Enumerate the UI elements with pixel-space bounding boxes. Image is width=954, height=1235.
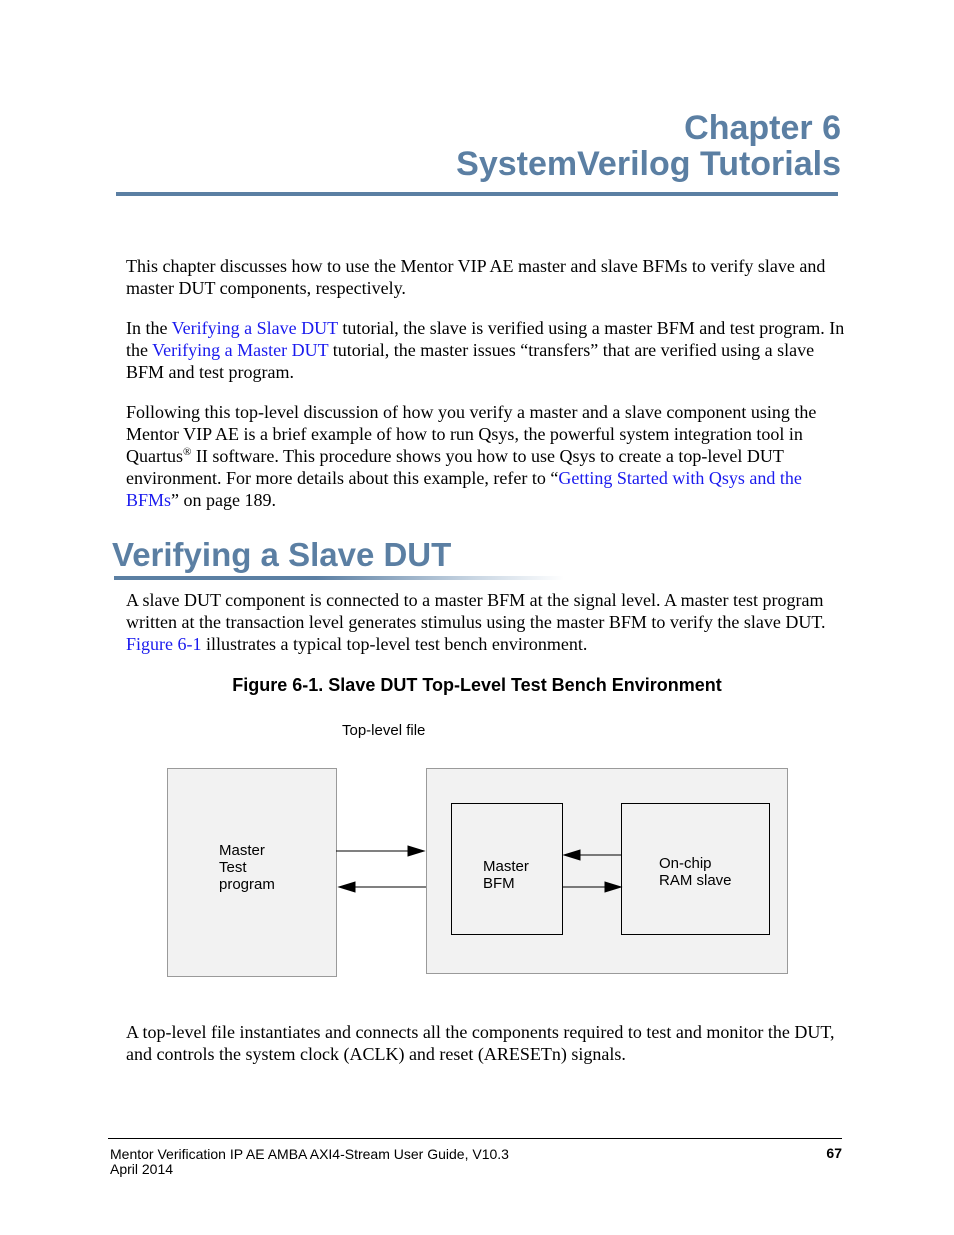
section-paragraph-2: A top-level file instantiates and connects all the components required to test and monitor the DUT, and controls the system clock (ACLK) and reset (ARESETn) signals. xyxy=(126,1022,835,1064)
getting-started-qsys-link[interactable]: Getting Started with Qsys and the BFMs xyxy=(126,468,802,510)
footer-date: April 2014 xyxy=(110,1161,174,1177)
intro-paragraph-1: This chapter discusses how to use the Mentor VIP AE master and slave BFMs to verify slave and master DUT components, respectively. xyxy=(126,256,826,298)
page-number: 67 xyxy=(826,1145,842,1161)
registered-mark: ® xyxy=(183,446,192,458)
label-line: On-chip xyxy=(659,855,712,872)
label-line: Master xyxy=(219,842,265,859)
footer-rule xyxy=(108,1138,842,1139)
text: ” on page 189. xyxy=(171,490,276,510)
text: illustrates a typical top-level test bench environment. xyxy=(201,634,588,654)
verifying-slave-dut-link[interactable]: Verifying a Slave DUT xyxy=(171,318,338,338)
figure-caption: Figure 6-1. Slave DUT Top-Level Test Bench Environment xyxy=(232,675,722,695)
arrow-right-head xyxy=(605,882,621,892)
label-line: BFM xyxy=(483,875,515,892)
text: tutorial, the slave is verified using a master BFM and test program. In the xyxy=(126,318,845,360)
text: Following this top-level discussion of how you verify a master and a slave component using the Mentor VIP AE is a brief example of how to run Qsys, the powerful system integration tool in Quartus xyxy=(126,402,817,466)
figure-6-1-link[interactable]: Figure 6-1 xyxy=(126,634,202,654)
arrow-right-head xyxy=(408,846,424,856)
label-line: Master xyxy=(483,858,529,875)
chapter-name: SystemVerilog Tutorials xyxy=(456,145,841,183)
text: A slave DUT component is connected to a master BFM at the signal level. A master test program written at the transaction level generates stimulus using the master BFM to verify the slave DUT. xyxy=(126,590,826,632)
text: In the xyxy=(126,318,172,338)
arrow-left-head xyxy=(339,882,355,892)
arrow-left-head xyxy=(564,850,580,860)
label-line: Test xyxy=(219,859,247,876)
section-heading: Verifying a Slave DUT xyxy=(112,536,452,573)
top-level-file-label: Top-level file xyxy=(342,722,426,739)
footer-title: Mentor Verification IP AE AMBA AXI4-Stream User Guide, V10.3 xyxy=(110,1146,509,1162)
label-line: RAM slave xyxy=(659,872,732,889)
text: tutorial, the master issues “transfers” that are verified using a slave BFM and test program. xyxy=(126,340,815,382)
text: II software. This procedure shows you how to use Qsys to create a top-level DUT environment. For more details about this example, refer to “ xyxy=(126,446,784,488)
label-line: program xyxy=(219,876,275,893)
chapter-number: Chapter 6 xyxy=(684,109,841,147)
verifying-master-dut-link[interactable]: Verifying a Master DUT xyxy=(152,340,329,360)
